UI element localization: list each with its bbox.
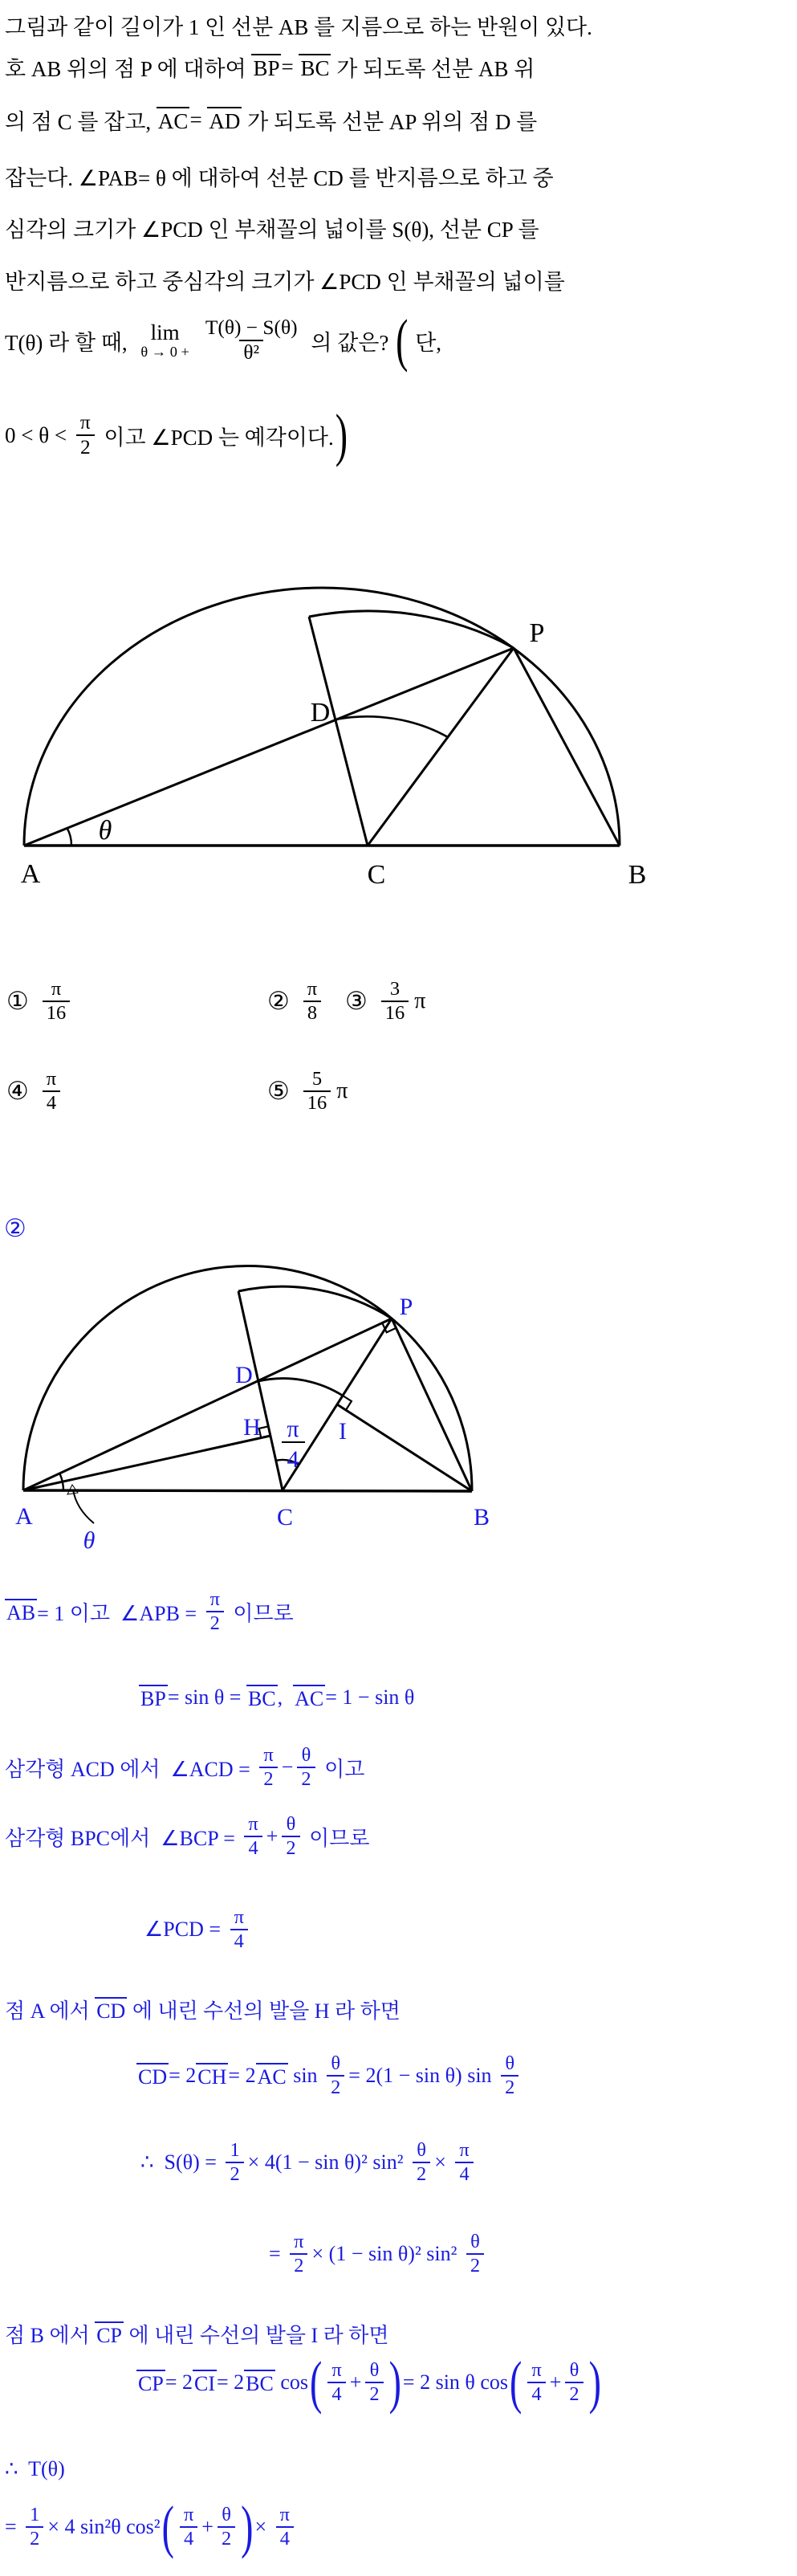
figure2-label-c: C	[276, 1504, 294, 1531]
solution-line-6: 점 A 에서 CD 에 내린 수선의 발을 H 라 하면	[5, 1995, 401, 2024]
figure1-theta-angle-arc	[67, 828, 72, 846]
choice-5-pi-suffix: π	[336, 1078, 348, 1104]
figure1-line-cd-extended	[309, 617, 368, 846]
choice-5-value: $\frac{5}{16}$	[303, 1068, 331, 1115]
figure2-label-p: P	[399, 1294, 413, 1320]
problem-line-1: 그림과 같이 길이가 1 인 선분 AB 를 지름으로 하는 반원이 있다.	[5, 15, 592, 39]
choice-3-pi-suffix: π	[414, 988, 426, 1014]
solution-line-2: BP = sin θ = BC , AC = 1 − sin θ	[140, 1685, 415, 1710]
problem-line-7: T(θ) 라 할 때, lim θ → 0 + $\frac{T(\theta) - S(\theta)}{\text{θ²}}$ 의 값은? ( 단,	[5, 307, 442, 373]
choice-3	[345, 978, 425, 1025]
choice-3-number: ③	[345, 987, 368, 1017]
choice-5-number: ⑤	[267, 1077, 290, 1107]
solution-line-10: 점 B 에서 CP 에 내린 수선의 발을 I 라 하면	[5, 2319, 388, 2349]
solution-line-4: 삼각형 BPC에서 ∠BCP = $\frac{\pi}{4}$ + $\frac{\theta}{2}$ 이므로	[5, 1813, 370, 1860]
problem-line-2: 호 AB 위의 점 P 에 대하여 BP = BC 가 되도록 선분 AB 위	[5, 55, 535, 81]
choice-4-number: ④	[6, 1077, 29, 1107]
figure2-solution-diagram	[0, 1245, 797, 1574]
choice-2-value: $\frac{\pi}{8}$	[303, 978, 321, 1025]
figure2-angle-value-numerator: π	[287, 1416, 299, 1442]
problem-line-4: 잡는다. ∠PAB= θ 에 대하여 선분 CD 를 반지름으로 하고 중	[5, 166, 554, 190]
problem-line-3: 의 점 C 를 잡고, AC = AD 가 되도록 선분 AP 위의 점 D 를	[5, 108, 538, 134]
figure2-diameter-ab	[23, 1490, 472, 1491]
choice-5	[267, 1068, 348, 1115]
problem-line-5: 심각의 크기가 ∠PCD 인 부채꼴의 넓이를 S(θ), 선분 CP 를	[5, 218, 539, 242]
choice-2-number: ②	[267, 987, 290, 1017]
figure2-label-b: B	[473, 1504, 490, 1531]
solution-line-3: 삼각형 ACD 에서 ∠ACD = $\frac{\pi}{2}$ − $\frac{\theta}{2}$ 이고	[5, 1744, 365, 1791]
choice-2	[267, 978, 325, 1025]
figure2-label-h: H	[243, 1414, 261, 1441]
choice-1-value: $\frac{\pi}{16}$	[43, 978, 70, 1025]
figure2-theta-arrow-shaft	[73, 1490, 94, 1523]
choice-1	[6, 978, 74, 1025]
choice-3-value: $\frac{3}{16}$	[381, 978, 409, 1025]
figure1-label-p: P	[529, 618, 545, 648]
figure1-semicircle-diagram	[0, 530, 797, 891]
figure2-label-i: I	[339, 1418, 347, 1445]
figure1-label-b: B	[628, 860, 647, 890]
solution-line-1: AB = 1 이고 ∠APB = $\frac{\pi}{2}$ 이므로	[6, 1588, 294, 1635]
figure1-label-theta: θ	[98, 816, 112, 846]
figure1-line-bp	[514, 648, 620, 846]
solution-line-8: ∴ S(θ) = $\frac{1}{2}$ × 4(1 − sin θ)² sin² $\frac{\theta}{2}$ × $\frac{\pi}{4}$	[140, 2139, 478, 2186]
answer-marker: ②	[4, 1214, 26, 1243]
solution-line-12: ∴ T(θ)	[5, 2457, 65, 2480]
problem-line-8: 0 < θ < $\frac{\pi}{2}$ 이고 ∠PCD 는 예각이다. )	[5, 401, 348, 468]
solution-line-9: = $\frac{\pi}{2}$ × (1 − sin θ)² sin² $\frac{\theta}{2}$	[269, 2231, 488, 2277]
figure2-sector-arc-s	[258, 1379, 343, 1396]
figure2-line-ah	[23, 1436, 270, 1490]
solution-line-5: ∠PCD = $\frac{\pi}{4}$	[144, 1906, 252, 1953]
figure1-label-a: A	[20, 859, 41, 889]
figure1-label-c: C	[367, 860, 386, 890]
solution-line-11: CP = 2 CI = 2 BC cos ( $\frac{\pi}{4}$ + $\frac{\theta}{2}$ ) = 2 sin θ cos ( $\frac{\pi}{4}$ + $\frac{\theta}{2}$ )	[138, 2349, 601, 2415]
figure2-label-theta: θ	[83, 1527, 96, 1554]
figure2-line-cd-extended	[238, 1291, 283, 1490]
choice-1-number: ①	[6, 987, 29, 1017]
figure1-label-d: D	[310, 698, 331, 728]
choice-4-value: $\frac{\pi}{4}$	[43, 1068, 60, 1115]
figure2-label-a: A	[15, 1503, 33, 1530]
solution-line-7: CD = 2 CH = 2 AC sin $\frac{\theta}{2}$ = 2(1 − sin θ) sin $\frac{\theta}{2}$	[136, 2052, 523, 2099]
figure1-sector-arc-s	[335, 716, 448, 737]
choice-4	[6, 1068, 64, 1115]
figure2-angle-value-denominator: 4	[287, 1446, 299, 1473]
figure2-label-d: D	[235, 1362, 253, 1388]
problem-line-6: 반지름으로 하고 중심각의 크기가 ∠PCD 인 부채꼴의 넓이를	[5, 270, 565, 294]
solution-line-13: = $\frac{1}{2}$ × 4 sin²θ cos² ( $\frac{\pi}{4}$ + $\frac{\theta}{2}$ ) × $\frac{\pi}{4}$	[5, 2504, 298, 2550]
